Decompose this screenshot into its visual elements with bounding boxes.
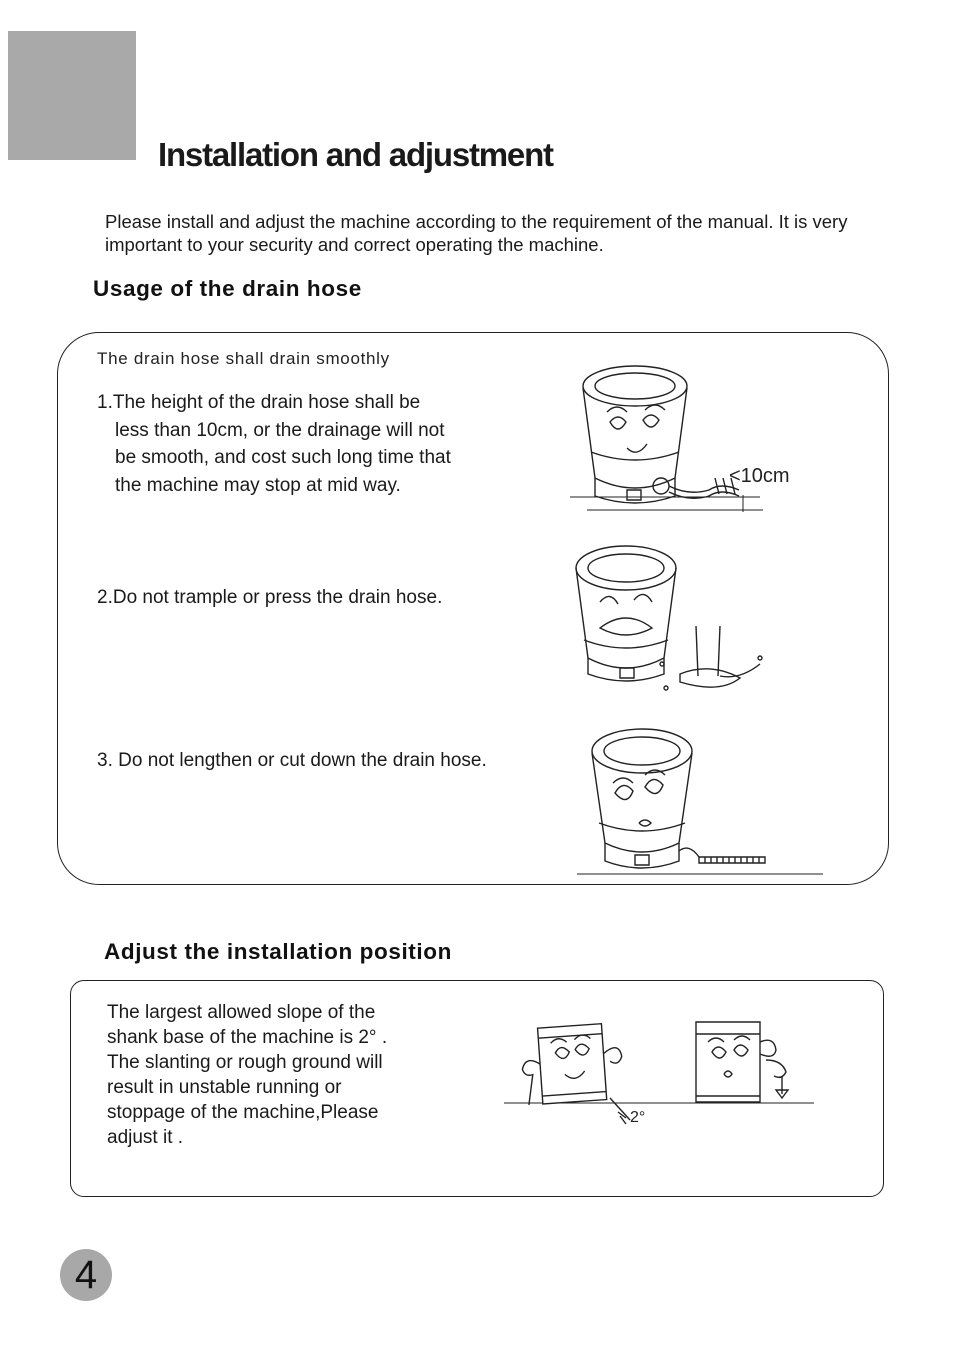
- drain-item-1-line: the machine may stop at mid way.: [115, 474, 401, 496]
- drain-subheading: The drain hose shall drain smoothly: [97, 349, 390, 368]
- page-number: 4: [74, 1253, 98, 1297]
- drain-item-3: 3. Do not lengthen or cut down the drain hose.: [97, 750, 487, 771]
- height-limit-label: <10cm: [729, 465, 790, 487]
- washer-trample-illustration: [570, 538, 780, 698]
- drain-item-1: [97, 389, 517, 499]
- adjust-paragraph-line: stoppage of the machine,Please: [107, 1102, 379, 1123]
- adjust-paragraph: [107, 1000, 447, 1150]
- slope-angle-label: 2°: [630, 1109, 646, 1126]
- adjust-paragraph-line: adjust it .: [107, 1127, 184, 1148]
- adjust-paragraph-line: result in unstable running or: [107, 1077, 342, 1098]
- drain-item-1-line: 1.The height of the drain hose shall be: [97, 392, 421, 413]
- washer-hose-length-illustration: [575, 725, 830, 880]
- drain-section-heading: Usage of the drain hose: [93, 276, 362, 301]
- adjust-section-heading: Adjust the installation position: [104, 939, 452, 964]
- adjust-paragraph-line: shank base of the machine is 2° .: [107, 1027, 388, 1048]
- adjust-paragraph-line: The slanting or rough ground will: [107, 1052, 383, 1073]
- drain-item-1-line: less than 10cm, or the drainage will not: [115, 419, 445, 441]
- adjust-paragraph-line: The largest allowed slope of the: [107, 1002, 376, 1023]
- drain-item-2: 2.Do not trample or press the drain hose.: [97, 587, 443, 608]
- decorative-grey-block: [8, 31, 136, 160]
- page-title: Installation and adjustment: [158, 136, 553, 173]
- intro-paragraph: Please install and adjust the machine according to the requirement of the manual. It is very important to your security and correct operating the machine.: [105, 211, 848, 255]
- drain-item-1-line: be smooth, and cost such long time that: [115, 447, 451, 468]
- washer-slope-illustration: [500, 1012, 820, 1132]
- washer-height-illustration: [565, 360, 805, 520]
